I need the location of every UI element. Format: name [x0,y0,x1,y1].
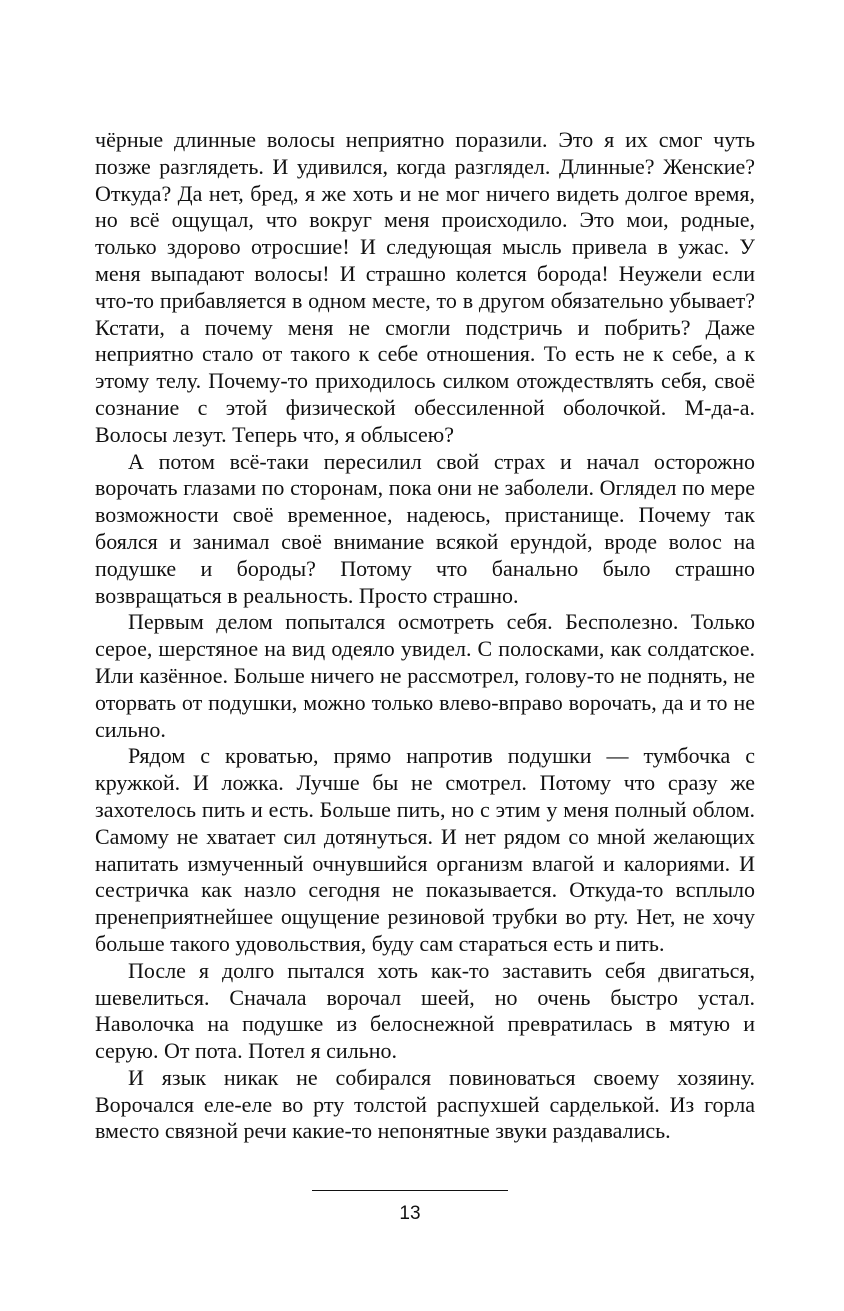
body-text [95,127,755,1145]
paragraph-1: чёрные длинные волосы неприятно поразили. Это я их смог чуть позже разглядеть. И удивился, когда разглядел. Длинные? Женские? Откуда? Да нет, бред, я же хоть и не мог ничего видеть долгое время, но всё ощущал, что вокруг меня происходило. Это мои, родные, только здорово отросшие! И следующая мысль привела в ужас. У меня выпадают волосы! И страшно колется борода! Неужели если что-то прибавляется в одном месте, то в другом обязательно убывает? Кстати, а почему меня не смогли подстричь и побрить? Даже неприятно стало от такого к себе отношения. То есть не к себе, а к этому телу. Почему-то приходилось силком отождествлять себя, своё сознание с этой физической обессиленной оболочкой. М-да-а. Волосы лезут. Теперь что, я облысею? [95,127,755,447]
page-number: 13 [399,1203,421,1224]
paragraph-4: Рядом с кроватью, прямо напротив подушки — тумбочка с кружкой. И ложка. Лучше бы не смотрел. Потому что сразу же захотелось пить и есть. Больше пить, но с этим у меня полный облом. Самому не хватает сил дотянуться. И нет рядом со мной желающих напитать измученный очнувшийся организм влагой и калориями. И сестричка как назло сегодня не показывается. Откуда-то всплыло пренеприятнейшее ощущение резиновой трубки во рту. Нет, не хочу больше такого удовольствия, буду сам стараться есть и пить. [95,743,755,956]
paragraph-3: Первым делом попытался осмотреть себя. Бесполезно. Только серое, шерстяное на вид одеяло увидел. С полосками, как солдатское. Или казённое. Больше ничего не рассмотрел, голову-то не поднять, не оторвать от подушки, можно только влево-вправо ворочать, да и то не сильно. [95,609,755,742]
paragraph-5: После я долго пытался хоть как-то заставить себя двигаться, шевелиться. Сначала ворочал шеей, но очень быстро устал. Наволочка на подушке из белоснежной превратилась в мятую и серую. От пота. Потел я сильно. [95,957,755,1064]
paragraph-2: А потом всё-таки пересилил свой страх и начал осторожно ворочать глазами по сторонам, пока они не заболели. Оглядел по мере возможности своё временное, надеюсь, пристанище. Почему так боялся и занимал своё внимание всякой ерундой, вроде волос на подушке и бороды? Потому что банально было страшно возвращаться в реальность. Просто страшно. [95,448,755,608]
footer-rule [312,1190,508,1191]
paragraph-6: И язык никак не собирался повиноваться своему хозяину. Ворочался еле-еле во рту толстой распухшей сарделькой. Из горла вместо связной речи какие-то непонятные звуки раздавались. [95,1064,755,1144]
